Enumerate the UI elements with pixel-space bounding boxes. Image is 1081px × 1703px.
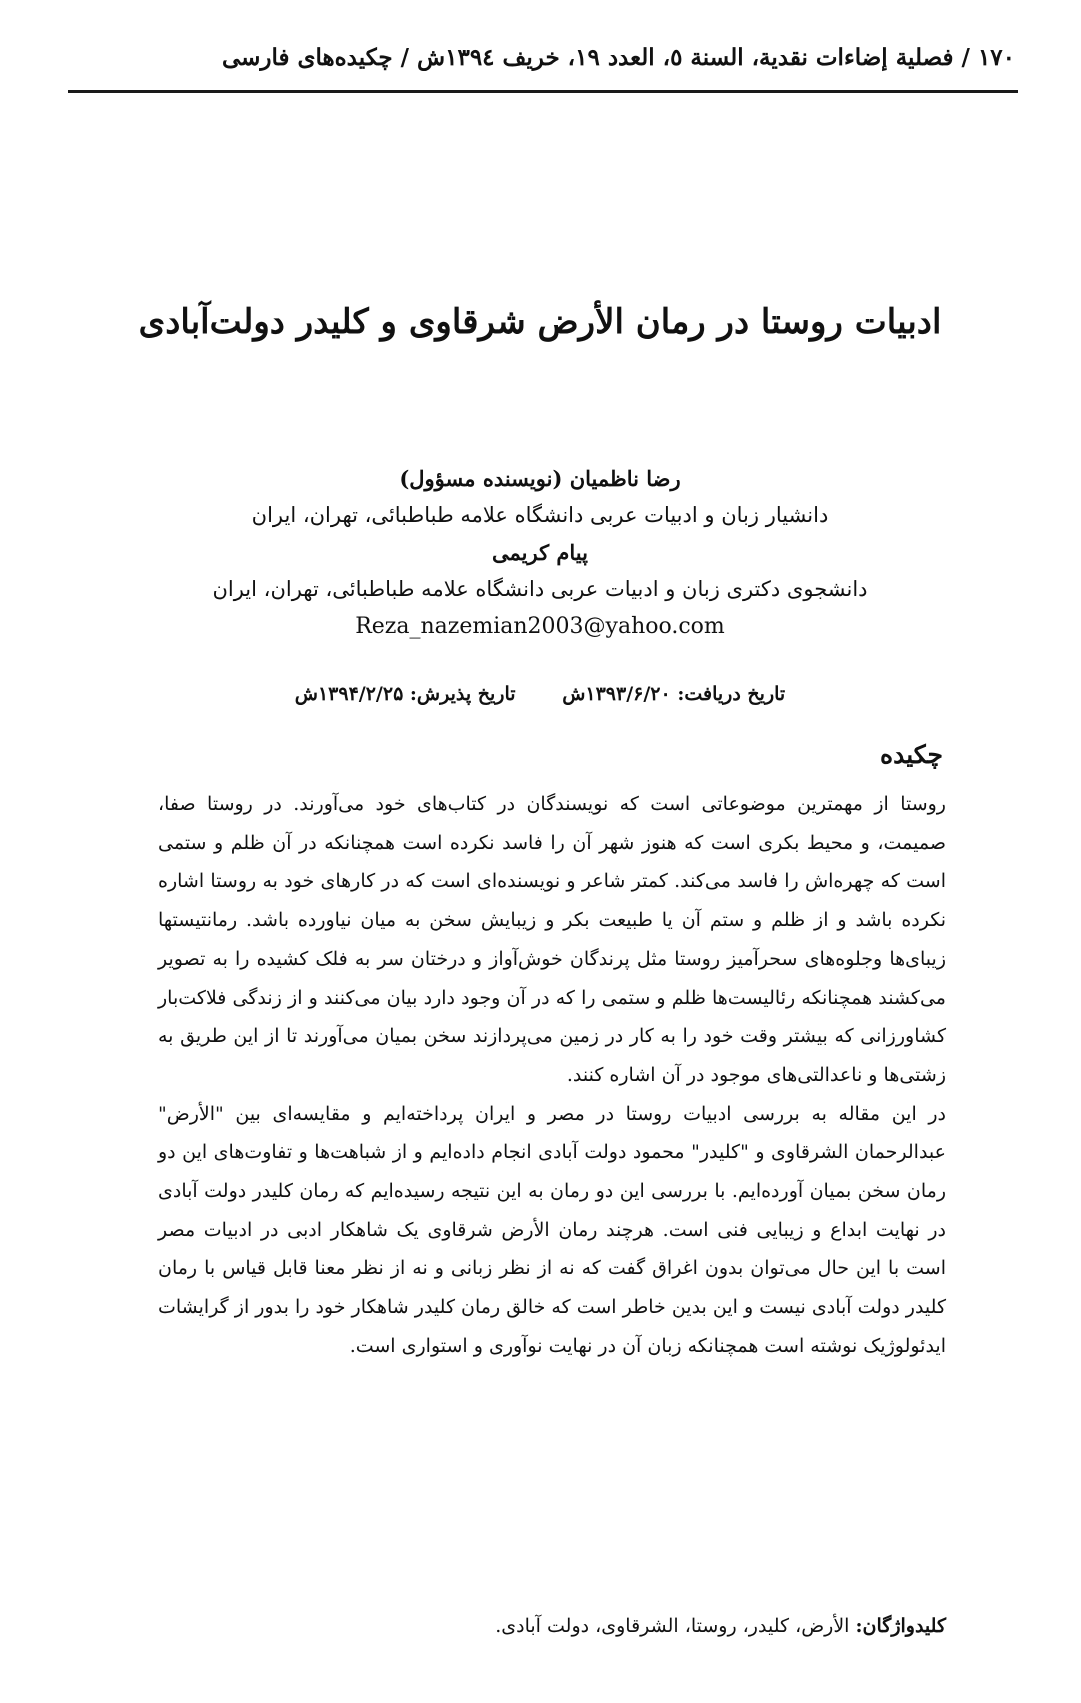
author-name: رضا ناظمیان (نویسنده مسؤول) <box>399 466 681 491</box>
abstract-paragraph: در این مقاله به بررسی ادبیات روستا در مصر و ایران پرداخته‌ایم و مقایسه‌ای بین "الأرض" عبدالرحمان الشرقاوی و "کلیدر" محمود دولت آبادی انجام داده‌ایم و از شباهت‌ها و تفاوت‌های این دو رمان سخن بمیان آورده‌ایم. با بررسی این دو رمان به این نتیجه رسیده‌ایم که رمان کلیدر دولت آبادی در نهایت ابداع و زیبایی فنی است. هرچند رمان الأرض شرقاوی یک شاهکار ادبی در ادبیات مصر است با این حال می‌توان بدون اغراق گفت که نه از نظر زبانی و نه از نظر معنا قابل قیاس با رمان کلیدر دولت آبادی نیست و این بدین خاطر است که خالق رمان کلیدر شاهکار خود را بدور از گرایشات ایدئولوژیک نوشته است همچنانکه زبان آن در نهایت نوآوری و استواری است. <box>158 1102 946 1357</box>
article-title: ادبیات روستا در رمان الأرض شرقاوی و کلیدر دولت‌آبادی <box>138 302 942 342</box>
running-header: ۱۷۰ / فصلية إضاءات نقدية، السنة ٥، العدد ١٩، خريف ١٣٩٤ش / چکیده‌های فارسی <box>221 44 1015 71</box>
keywords-label: کلیدواژگان: <box>855 1615 946 1637</box>
author-email: Reza_nazemian2003@yahoo.com <box>355 614 725 639</box>
abstract-heading: چکیده <box>879 740 943 769</box>
author-affiliation: دانشیار زبان و ادبیات عربی دانشگاه علامه طباطبائی، تهران، ایران <box>251 503 829 527</box>
keywords <box>158 1607 946 1645</box>
article-dates <box>100 683 980 705</box>
header-divider <box>68 90 1018 93</box>
received-date: تاریخ دریافت: ۱۳۹۳/۶/۲۰ش <box>562 683 786 705</box>
author-name: پیام کریمی <box>492 540 588 565</box>
abstract-paragraph: روستا از مهمترین موضوعاتی است که نویسندگان در کتاب‌های خود می‌آورند. در روستا صفا، صمیمت، و محیط بکری است که هنوز شهر آن را فاسد نکرده است همچنانکه در آن ظلم و ستمی است که چهره‌اش را فاسد می‌کند. کمتر شاعر و نویسنده‌ای است که در کارهای خود به روستا اشاره نکرده باشد و از ظلم و ستم آن یا طبیعت بکر و زیبایش سخن به میان نیاورده باشد. رمانتیستها زیبای‌ها وجلوه‌های سحرآمیز روستا مثل پرندگان خوش‌آواز و درختان سر به فلک کشیده را به تصویر می‌کشند همچنانکه رئالیست‌ها ظلم و ستمی را که در آن وجود دارد بیان می‌کنند و از زندگی فلاکت‌بار کشاورزانی که بیشتر وقت خود را به کار در زمین می‌پردازند سخن بمیان می‌آورند تا از این طریق به زشتی‌ها و ناعدالتی‌های موجود در آن اشاره کنند. <box>158 793 946 1086</box>
abstract-body <box>158 785 946 1366</box>
accepted-date: تاریخ پذیرش: ۱۳۹۴/۲/۲۵ش <box>294 683 516 705</box>
keywords-list: الأرض، کلیدر، روستا، الشرقاوی، دولت آبادی. <box>495 1615 850 1637</box>
author-affiliation: دانشجوی دکتری زبان و ادبیات عربی دانشگاه علامه طباطبائی، تهران، ایران <box>212 577 868 601</box>
author-block <box>100 460 980 645</box>
